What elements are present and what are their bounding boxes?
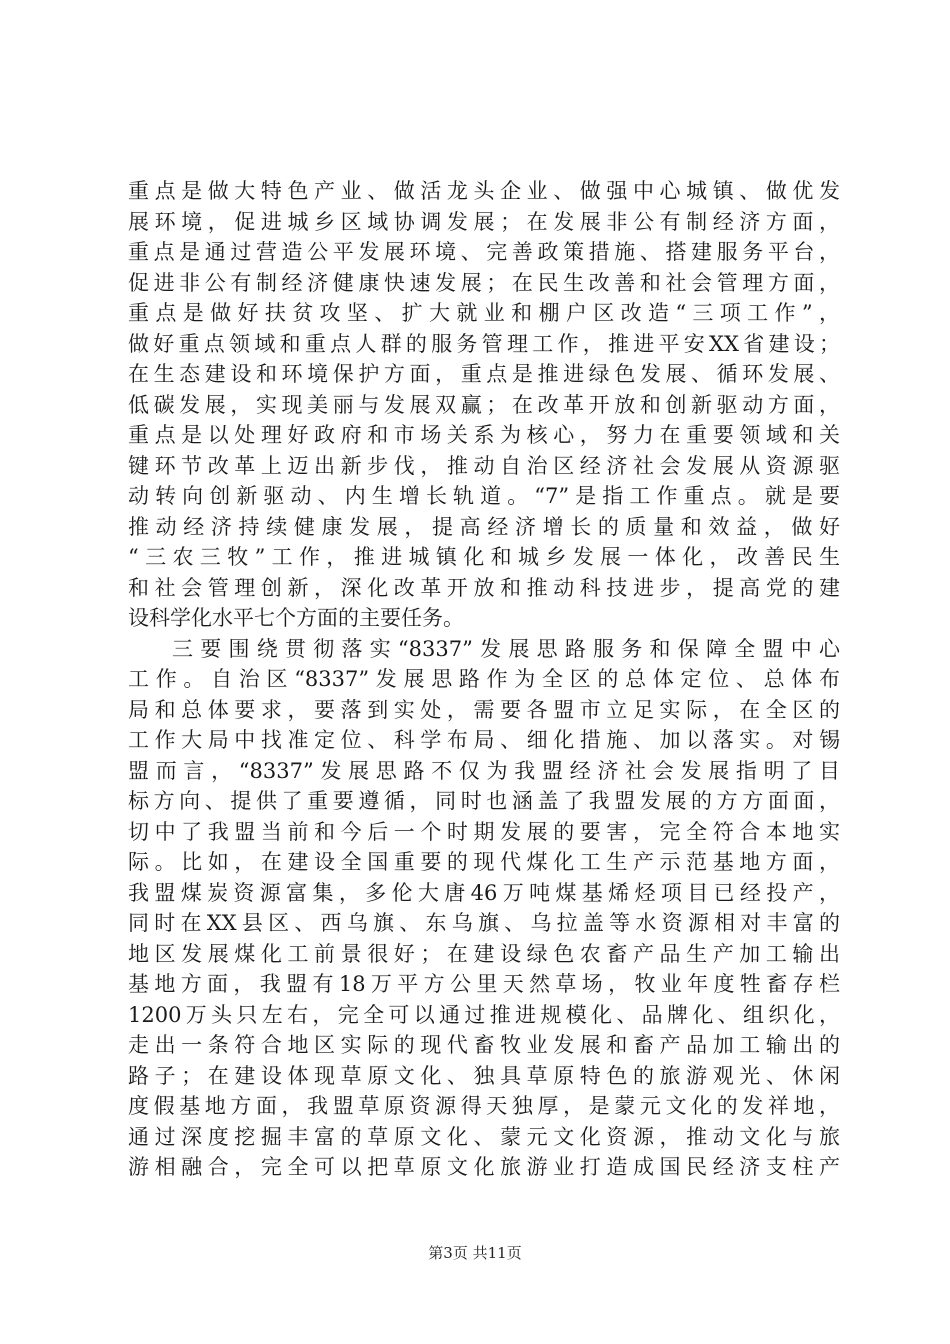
text-line: 盟而言，“8337”发展思路不仅为我盟经济社会发展指明了目 [128,758,840,783]
text-line: “三农三牧”工作，推进城镇化和城乡发展一体化，改善民生 [128,545,840,569]
text-line: 推动经济持续健康发展，提高经济增长的质量和效益，做好 [128,514,840,539]
text-line: 促进非公有制经济健康快速发展；在民生改善和社会管理方面， [128,270,840,295]
text-line: 低碳发展，实现美丽与发展双赢；在改革开放和创新驱动方面， [128,392,840,417]
text-line: 走出一条符合地区实际的现代畜牧业发展和畜产品加工输出的 [128,1033,840,1057]
text-line: 游相融合，完全可以把草原文化旅游业打造成国民经济支柱产 [128,1155,840,1179]
text-line: 工作。自治区“8337”发展思路作为全区的总体定位、总体布 [128,667,840,691]
text-line: 1200万头只左右，完全可以通过推进规模化、品牌化、组织化， [128,1002,840,1027]
text-line: 路子；在建设体现草原文化、独具草原特色的旅游观光、休闲 [128,1063,840,1088]
text-line: 切中了我盟当前和今后一个时期发展的要害，完全符合本地实 [128,819,840,844]
text-line: 同时在XX县区、西乌旗、东乌旗、乌拉盖等水资源相对丰富的 [128,911,840,935]
paragraph-end-line: 设科学化水平七个方面的主要任务。 [128,606,464,630]
text-line: 工作大局中找准定位、科学布局、细化措施、加以落实。对锡 [128,728,840,752]
text-line: 重点是通过营造公平发展环境、完善政策措施、搭建服务平台， [128,240,840,264]
page-number-footer: 第3页 共11页 [428,1244,522,1262]
text-line: 重点是做大特色产业、做活龙头企业、做强中心城镇、做优发 [128,179,840,203]
text-line: 键环节改革上迈出新步伐，推动自治区经济社会发展从资源驱 [128,453,840,478]
text-line: 度假基地方面，我盟草原资源得天独厚，是蒙元文化的发祥地， [128,1094,840,1118]
text-line: 和社会管理创新，深化改革开放和推动科技进步，提高党的建 [128,575,840,600]
text-line: 在生态建设和环境保护方面，重点是推进绿色发展、循环发展、 [128,362,840,386]
text-line: 标方向、提供了重要遵循，同时也涵盖了我盟发展的方方面面， [128,789,840,813]
text-line: 际。比如，在建设全国重要的现代煤化工生产示范基地方面， [128,850,840,874]
text-line: 局和总体要求，要落到实处，需要各盟市立足实际，在全区的 [128,697,840,722]
paragraph-start-line: 三要围绕贯彻落实“8337”发展思路服务和保障全盟中心 [172,636,840,661]
text-line: 我盟煤炭资源富集，多伦大唐46万吨煤基烯烃项目已经投产， [128,880,840,905]
text-line: 动转向创新驱动、内生增长轨道。“7”是指工作重点。就是要 [128,484,840,508]
text-line: 做好重点领域和重点人群的服务管理工作，推进平安XX省建设； [128,331,840,356]
text-line: 基地方面，我盟有18万平方公里天然草场，牧业年度牲畜存栏 [128,972,840,996]
text-line: 展环境，促进城乡区域协调发展；在发展非公有制经济方面， [128,209,840,234]
text-line: 地区发展煤化工前景很好；在建设绿色农畜产品生产加工输出 [128,941,840,966]
text-line: 重点是以处理好政府和市场关系为核心，努力在重要领域和关 [128,423,840,447]
document-body [128,176,840,1183]
text-line: 通过深度挖掘丰富的草原文化、蒙元文化资源，推动文化与旅 [128,1124,840,1149]
text-line: 重点是做好扶贫攻坚、扩大就业和棚户区改造“三项工作”， [128,301,840,325]
